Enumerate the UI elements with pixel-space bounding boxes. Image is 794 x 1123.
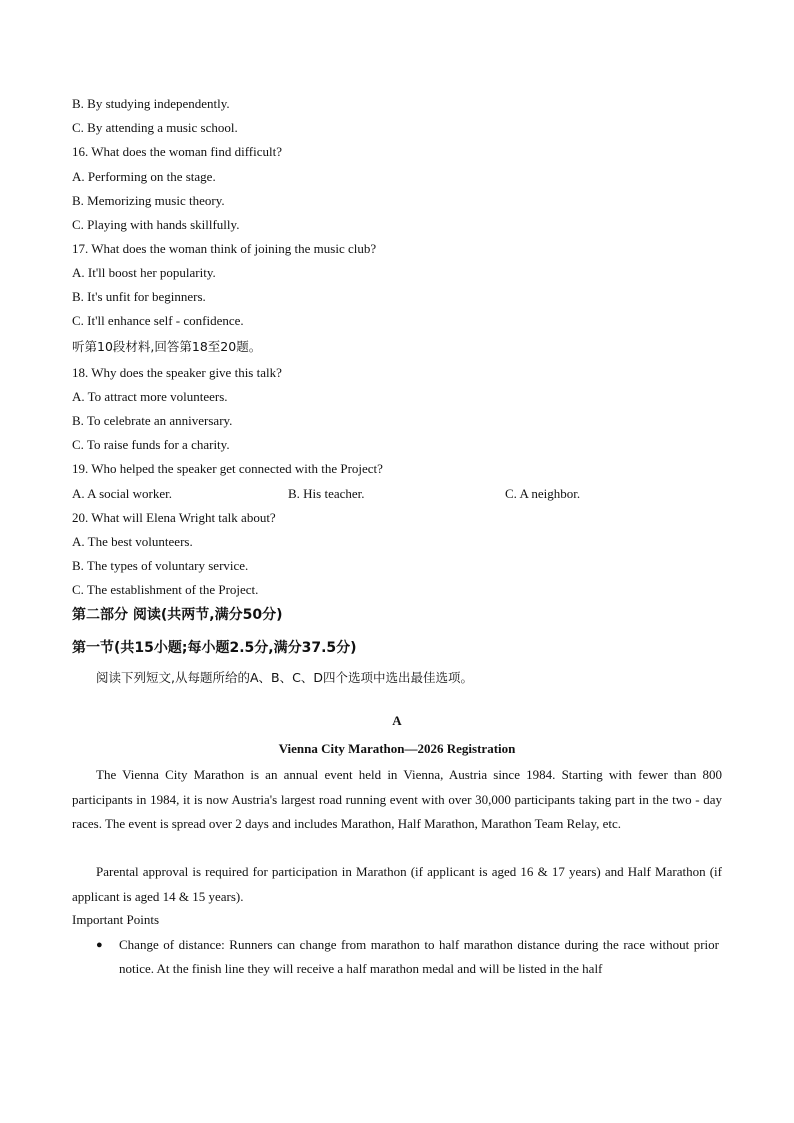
q18-option-c: C. To raise funds for a charity.	[72, 437, 230, 452]
q16-option-a: A. Performing on the stage.	[72, 169, 216, 184]
q16-option-c: C. Playing with hands skillfully.	[72, 217, 240, 232]
passage-letter: A	[392, 713, 402, 728]
q17-option-a: A. It'll boost her popularity.	[72, 265, 216, 280]
reading-section-title: 第一节(共15小题;每小题2.5分,满分37.5分)	[72, 640, 357, 656]
bullet-icon: ●	[96, 939, 103, 951]
reading-part-title: 第二部分 阅读(共两节,满分50分)	[72, 607, 283, 623]
q19-option-c: C. A neighbor.	[505, 486, 581, 501]
q19-question: 19. Who helped the speaker get connected with the Project?	[72, 461, 383, 476]
q18-option-a: A. To attract more volunteers.	[72, 389, 228, 404]
section10-instruction: 听第10段材料,回答第18至20题。	[72, 339, 262, 354]
q17-option-c: C. It'll enhance self - confidence.	[72, 313, 244, 328]
q20-option-b: B. The types of voluntary service.	[72, 558, 249, 573]
q15-option-c: C. By attending a music school.	[72, 120, 238, 135]
q17-question: 17. What does the woman think of joining the music club?	[72, 241, 377, 256]
important-points-heading: Important Points	[72, 912, 160, 927]
q20-option-c: C. The establishment of the Project.	[72, 582, 259, 597]
reading-instruction: 阅读下列短文,从每题所给的A、B、C、D四个选项中选出最佳选项。	[96, 670, 473, 685]
q18-option-b: B. To celebrate an anniversary.	[72, 413, 233, 428]
q16-option-b: B. Memorizing music theory.	[72, 193, 225, 208]
passage-paragraph-2: Parental approval is required for participation in Marathon (if applicant is aged 16 & 17 years) and Half Marathon (if applicant is aged 14 & 15 years).	[72, 864, 722, 904]
q16-question: 16. What does the woman find difficult?	[72, 144, 282, 159]
q18-question: 18. Why does the speaker give this talk?	[72, 365, 282, 380]
q19-option-a: A. A social worker.	[72, 486, 173, 501]
passage-title: Vienna City Marathon—2026 Registration	[278, 741, 516, 756]
q20-question: 20. What will Elena Wright talk about?	[72, 510, 276, 525]
q19-option-b: B. His teacher.	[288, 486, 365, 501]
bullet-change-of-distance: Change of distance: Runners can change from marathon to half marathon distance during the race without prior notice. At the finish line they will receive a half marathon medal and will be listed in the half	[119, 937, 719, 976]
q17-option-b: B. It's unfit for beginners.	[72, 289, 206, 304]
passage-paragraph-1: The Vienna City Marathon is an annual event held in Vienna, Austria since 1984. Starting with fewer than 800 participants in 1984, it is now Austria's largest road running event with over 30,000 participants taking part in the two - day races. The event is spread over 2 days and includes Marathon, Half Marathon, Marathon Team Relay, etc.	[72, 767, 722, 831]
q15-option-b: B. By studying independently.	[72, 96, 230, 111]
q20-option-a: A. The best volunteers.	[72, 534, 193, 549]
